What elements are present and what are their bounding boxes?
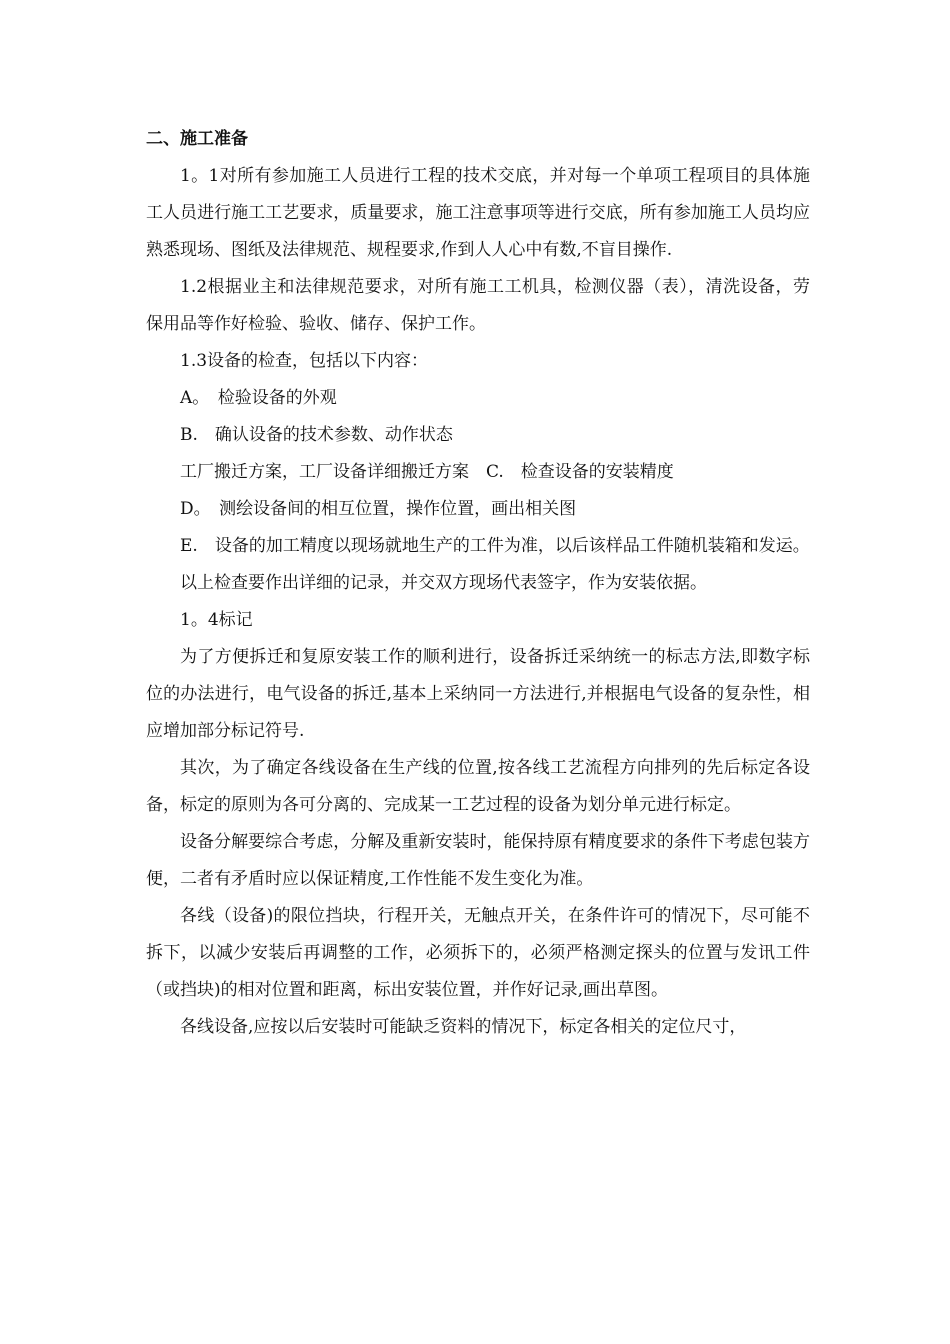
document-body xyxy=(146,124,810,1046)
paragraph-inspection-record: 以上检查要作出详细的记录，并交双方现场代表签字，作为安装依据。 xyxy=(180,573,707,593)
list-item-d: D。 测绘设备间的相互位置，操作位置，画出相关图 xyxy=(180,499,577,519)
paragraph-disassembly: 设备分解要综合考虑，分解及重新安装时，能保持原有精度要求的条件下考虑包装方便，二者有矛盾时应以保证精度,工作性能不发生变化为准。 xyxy=(146,832,810,889)
section-heading: 二、施工准备 xyxy=(146,129,248,149)
paragraph-limit-stops: 各线（设备)的限位挡块，行程开关，无触点开关，在条件许可的情况下，尽可能不拆下，以减少安装后再调整的工作，必须拆下的，必须严格测定探头的位置与发讯工件（或挡块)的相对位置和距离，标出安装位置，并作好记录,画出草图。 xyxy=(146,906,810,1000)
list-item-a: A。 检验设备的外观 xyxy=(180,388,337,408)
paragraph-marking-method: 为了方便拆迁和复原安装工作的顺利进行，设备拆迁采纳统一的标志方法,即数字标位的办法进行，电气设备的拆迁,基本上采纳同一方法进行,并根据电气设备的复杂性，相应增加部分标记符号. xyxy=(146,647,810,741)
paragraph-1-2: 1.2根据业主和法律规范要求，对所有施工工机具，检测仪器（表），清洗设备，劳保用品等作好检验、验收、储存、保护工作。 xyxy=(146,277,810,334)
list-item-b: B. 确认设备的技术参数、动作状态 xyxy=(180,425,453,445)
paragraph-1-3: 1.3设备的检查，包括以下内容： xyxy=(180,351,429,371)
paragraph-1-1: 1。1对所有参加施工人员进行工程的技术交底，并对每一个单项工程项目的具体施工人员进行施工工艺要求，质量要求，施工注意事项等进行交底，所有参加施工人员均应熟悉现场、图纸及法律规范、规程要求,作到人人心中有数,不盲目操作. xyxy=(146,166,810,260)
list-item-c: 工厂搬迁方案，工厂设备详细搬迁方案 C. 检查设备的安装精度 xyxy=(180,462,674,482)
list-item-e: E. 设备的加工精度以现场就地生产的工件为准，以后该样品工件随机装箱和发运。 xyxy=(180,536,810,556)
paragraph-1-4-heading: 1。4标记 xyxy=(180,610,253,630)
paragraph-marking-position: 其次，为了确定各线设备在生产线的位置,按各线工艺流程方向排列的先后标定各设备，标定的原则为各可分离的、完成某一工艺过程的设备为划分单元进行标定。 xyxy=(146,758,810,815)
paragraph-positioning-dimensions: 各线设备,应按以后安装时可能缺乏资料的情况下，标定各相关的定位尺寸， xyxy=(180,1017,747,1037)
